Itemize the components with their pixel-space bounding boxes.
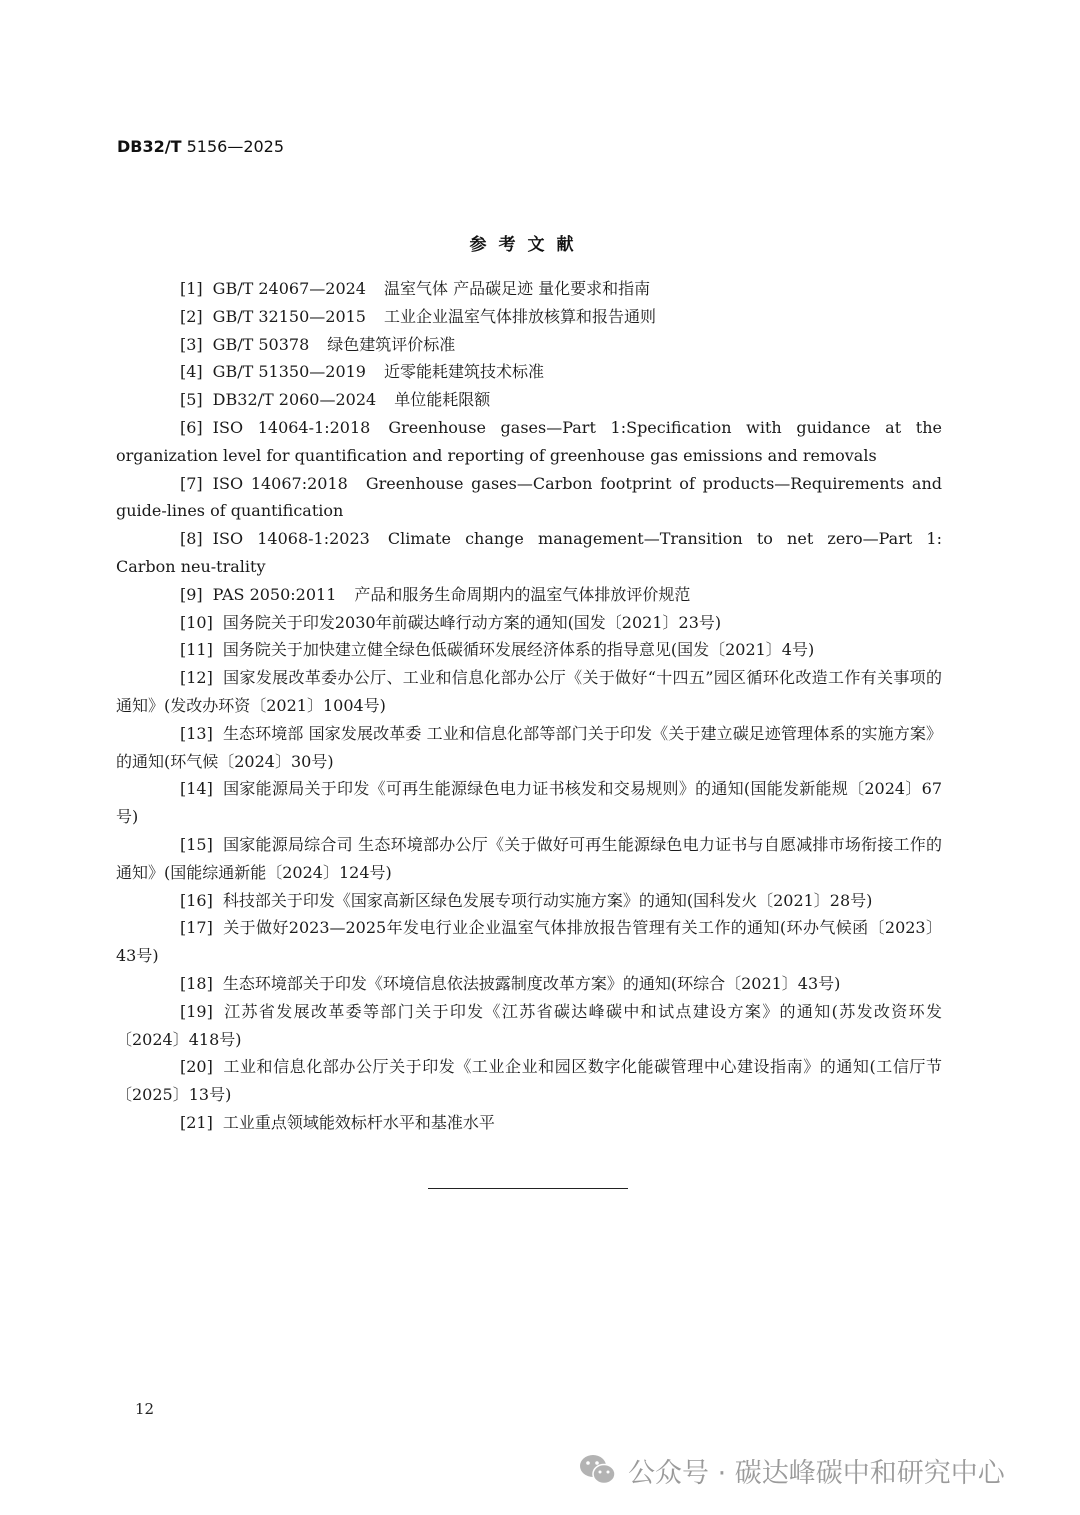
reference-item (116, 636, 942, 664)
reference-code: ISO 14068-1:2023 (212, 529, 370, 549)
reference-number: [14] (180, 779, 213, 799)
reference-text: 温室气体 产品碳足迹 量化要求和指南 (383, 279, 651, 298)
reference-text: 工业和信息化部办公厅关于印发《工业企业和园区数字化能碳管理中心建设指南》的通知(工信厅节〔2025〕13号) (116, 1057, 942, 1105)
reference-item (116, 386, 942, 414)
reference-text: 国务院关于加快建立健全绿色低碳循环发展经济体系的指导意见(国发〔2021〕4号) (222, 640, 815, 660)
reference-number: [20] (180, 1057, 213, 1077)
reference-text: 工业重点领域能效标杆水平和基准水平 (222, 1112, 495, 1132)
reference-item (116, 887, 942, 915)
watermark (578, 1450, 1005, 1490)
reference-number: [9] (180, 584, 203, 604)
reference-text: 国务院关于印发2030年前碳达峰行动方案的通知(国发〔2021〕23号) (222, 612, 722, 632)
reference-item (116, 358, 942, 386)
reference-text: Greenhouse gases—Part 1:Specification with guidance at the organization level for quantification and reporting of greenhouse gas emissions and removals (116, 417, 942, 465)
reference-code: GB/T 24067—2024 (212, 279, 366, 298)
reference-code: PAS 2050:2011 (212, 584, 337, 604)
reference-text: 国家发展改革委办公厅、工业和信息化部办公厅《关于做好“十四五”园区循环化改造工作有关事项的通知》(发改办环资〔2021〕1004号) (116, 668, 942, 715)
reference-number: [5] (180, 390, 203, 410)
reference-code: DB32/T 2060—2024 (212, 390, 377, 410)
reference-number: [21] (180, 1112, 213, 1132)
reference-text: 绿色建筑评价标准 (327, 334, 456, 354)
reference-text: 近零能耗建筑技术标准 (383, 362, 544, 382)
reference-item (116, 720, 942, 776)
reference-number: [15] (180, 834, 213, 854)
reference-number: [19] (180, 1001, 213, 1021)
standard-code-prefix: DB32/T (117, 137, 182, 156)
reference-item (116, 1053, 942, 1109)
reference-number: [1] (180, 279, 203, 298)
reference-text: 国家能源局综合司 生态环境部办公厅《关于做好可再生能源绿色电力证书与自愿减排市场衔接工作的通知》(国能综通新能〔2024〕124号) (116, 834, 942, 882)
reference-number: [11] (180, 640, 213, 660)
standard-code (117, 137, 284, 156)
reference-text: 单位能耗限额 (394, 390, 491, 410)
reference-item (116, 331, 942, 359)
reference-code: ISO 14064-1:2018 (212, 417, 371, 437)
reference-text: Greenhouse gases—Carbon footprint of products—Requirements and guide-lines of quantification (116, 473, 942, 521)
reference-item (116, 470, 942, 526)
reference-item (116, 275, 942, 303)
page-number: 12 (135, 1400, 155, 1418)
reference-number: [7] (180, 473, 203, 493)
reference-number: [2] (180, 306, 203, 326)
reference-number: [10] (180, 612, 213, 632)
reference-text: 生态环境部关于印发《环境信息依法披露制度改革方案》的通知(环综合〔2021〕43号) (222, 973, 841, 993)
reference-text: 科技部关于印发《国家高新区绿色发展专项行动实施方案》的通知(国科发火〔2021〕28号) (222, 890, 873, 910)
reference-number: [4] (180, 362, 203, 382)
reference-number: [3] (180, 334, 203, 354)
end-divider (428, 1188, 628, 1189)
reference-number: [17] (180, 918, 213, 938)
reference-code: GB/T 51350—2019 (212, 362, 366, 382)
watermark-text: 公众号 · 碳达峰碳中和研究中心 (628, 1457, 1005, 1489)
reference-item (116, 525, 942, 581)
reference-text: 产品和服务生命周期内的温室气体排放评价规范 (354, 584, 691, 604)
reference-number: [6] (180, 417, 203, 437)
wechat-icon (578, 1453, 618, 1487)
reference-item (116, 609, 942, 637)
reference-text: Climate change management—Transition to net zero—Part 1: Carbon neu-trality (116, 529, 943, 576)
reference-text: 关于做好2023—2025年发电行业企业温室气体排放报告管理有关工作的通知(环办气候函〔2023〕43号) (116, 918, 942, 966)
reference-item (116, 970, 942, 998)
reference-item (116, 1109, 942, 1137)
reference-item (116, 914, 942, 970)
reference-item (116, 303, 942, 331)
reference-code: ISO 14067:2018 (212, 473, 348, 493)
reference-text: 国家能源局关于印发《可再生能源绿色电力证书核发和交易规则》的通知(国能发新能规〔2024〕67号) (116, 779, 942, 827)
reference-text: 工业企业温室气体排放核算和报告通则 (383, 306, 656, 326)
reference-item (116, 775, 942, 831)
reference-number: [8] (180, 529, 203, 549)
reference-item (116, 664, 942, 720)
page-title: 参考文献 (469, 235, 586, 255)
reference-number: [16] (180, 890, 213, 910)
reference-code: GB/T 32150—2015 (212, 306, 366, 326)
reference-text: 江苏省发展改革委等部门关于印发《江苏省碳达峰碳中和试点建设方案》的通知(苏发改资环发〔2024〕418号) (116, 1001, 942, 1049)
reference-number: [18] (180, 973, 213, 993)
reference-code: GB/T 50378 (212, 334, 310, 354)
reference-text: 生态环境部 国家发展改革委 工业和信息化部等部门关于印发《关于建立碳足迹管理体系的实施方案》的通知(环气候〔2024〕30号) (116, 723, 942, 771)
reference-item (116, 581, 942, 609)
reference-item (116, 998, 942, 1054)
reference-item (116, 414, 942, 470)
reference-number: [13] (180, 723, 213, 743)
reference-list (116, 275, 942, 1137)
reference-number: [12] (180, 668, 213, 688)
reference-item (116, 831, 942, 887)
standard-code-number: 5156—2025 (186, 137, 285, 156)
